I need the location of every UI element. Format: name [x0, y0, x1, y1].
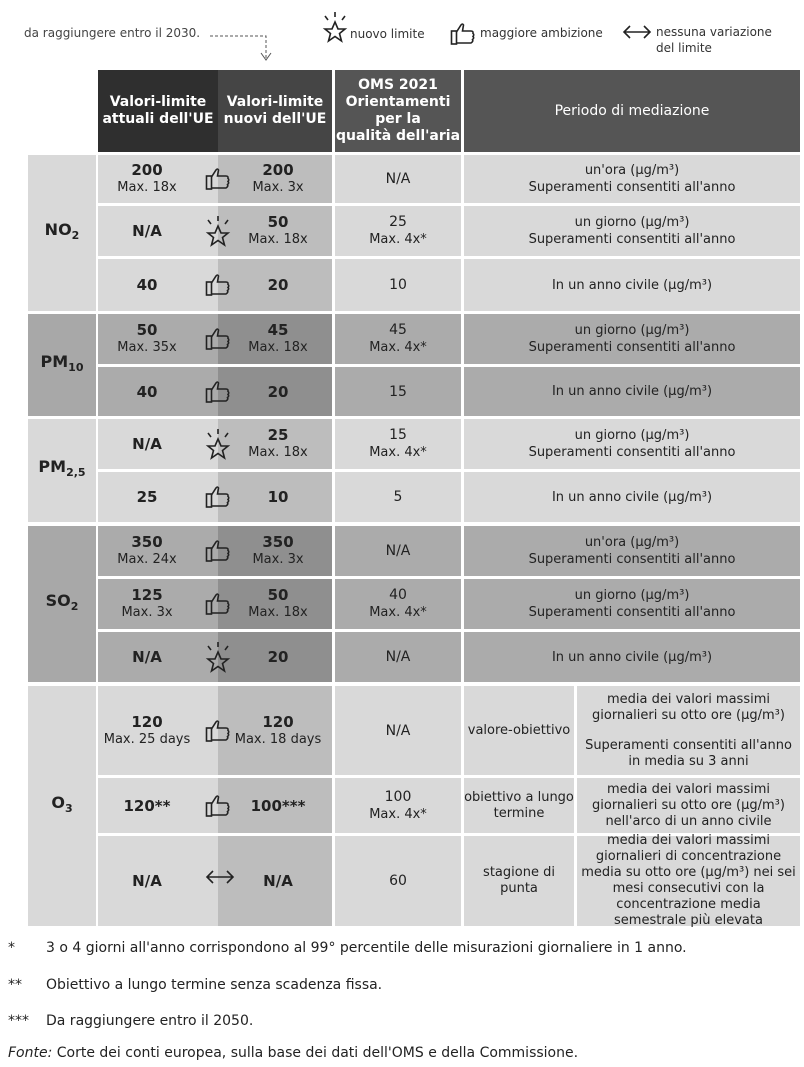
legend-more-ambition: maggiore ambizione [450, 22, 603, 46]
cell-text: Max. 4x* [369, 605, 427, 620]
footnote-1: * 3 o 4 giorni all'anno corrispondono al 99° percentile delle misurazioni giornaliere in 1 anno. [8, 940, 687, 956]
averaging-period [464, 579, 800, 629]
cell-text: Max. 4x* [369, 445, 427, 460]
cell-text: 25 [136, 488, 158, 506]
who-value [335, 206, 461, 256]
header-current-eu: Valori-limite attuali dell'UE [102, 94, 214, 127]
thumbs-up-icon [205, 485, 231, 513]
current-eu-value [98, 472, 218, 522]
footnote-3: *** Da raggiungere entro il 2050. [8, 1013, 254, 1029]
who-value [335, 632, 461, 682]
cell-text: In un anno civile (µg/m³) [551, 649, 713, 665]
thumbs-up-icon [450, 22, 476, 46]
new-eu-value [218, 778, 332, 833]
cell-text: 25 [267, 426, 289, 444]
cell-text: media dei valori massimi giornalieri di concentrazione media su otto ore (µg/m³) nei sei mesi consecutivi con la concentrazione media semestrale più elevata [581, 833, 796, 928]
averaging-period [464, 526, 800, 576]
cell-text: Superamenti consentiti all'anno in media su 3 anni [585, 737, 792, 769]
new-eu-value [218, 472, 332, 522]
cell-text: 350 [262, 533, 294, 551]
current-eu-value [98, 526, 218, 576]
cell-text: 10 [389, 277, 407, 293]
cell-text: valore-obiettivo [467, 722, 571, 738]
thumbs-up-icon [205, 794, 231, 822]
cell-text: 20 [267, 648, 289, 666]
cell-text: N/A [385, 171, 411, 187]
cell-text: Max. 3x [252, 552, 304, 567]
who-value [335, 472, 461, 522]
current-eu-value [98, 206, 218, 256]
new-eu-value [218, 686, 332, 775]
cell-text: Superamenti consentiti all'anno [528, 340, 736, 355]
cell-text: 40 [389, 587, 407, 603]
who-value [335, 367, 461, 416]
cell-text: Max. 18x [248, 340, 308, 355]
cell-text: Max. 18x [248, 605, 308, 620]
header-who: OMS 2021 Orientamenti per la qualità dell'aria [335, 70, 461, 152]
cell-text: N/A [385, 722, 411, 739]
who-value [335, 259, 461, 311]
current-eu-value [98, 579, 218, 629]
current-eu-value [98, 836, 218, 926]
cell-text: un'ora (µg/m³) [584, 163, 680, 178]
cell-text: 350 [131, 533, 163, 551]
thumbs-up-icon [205, 539, 231, 567]
cell-text: un giorno (µg/m³) [574, 588, 690, 603]
new-eu-value [218, 155, 332, 203]
cell-text: 25 [389, 214, 407, 230]
thumbs-up-icon [205, 592, 231, 620]
cell-text: 50 [267, 213, 289, 231]
cell-text: 45 [267, 321, 289, 339]
who-value [335, 526, 461, 576]
averaging-period [464, 419, 800, 469]
cell-text: 120 [262, 712, 294, 731]
current-eu-value [98, 259, 218, 311]
target-type [464, 778, 574, 833]
averaging-period [577, 833, 800, 928]
averaging-period [464, 632, 800, 682]
legend-no-change: nessuna variazione del limite [622, 24, 772, 56]
pollutant-o3: $O_3$ [28, 686, 96, 926]
who-value [335, 314, 461, 364]
who-value [335, 155, 461, 203]
star-icon [320, 10, 350, 44]
new-eu-value [218, 632, 332, 682]
target-type [464, 836, 574, 926]
star-icon [203, 214, 233, 252]
double-arrow-icon [622, 24, 652, 40]
cell-text: Max. 18x [248, 232, 308, 247]
new-eu-value [218, 259, 332, 311]
new-eu-value [218, 526, 332, 576]
cell-text: Max. 18x [117, 180, 177, 195]
averaging-period [464, 206, 800, 256]
new-eu-value [218, 419, 332, 469]
source-note: Fonte: Corte dei conti europea, sulla base dei dati dell'OMS e della Commissione. [8, 1045, 579, 1061]
who-value [335, 579, 461, 629]
cell-text: Max. 35x [117, 340, 177, 355]
current-eu-value [98, 686, 218, 775]
cell-text: 40 [136, 276, 158, 294]
cell-text: 15 [389, 383, 407, 400]
new-eu-value [218, 579, 332, 629]
cell-text: un'ora (µg/m³) [584, 535, 680, 550]
new-eu-value [218, 836, 332, 926]
cell-text: Max. 4x* [369, 340, 427, 355]
who-value [335, 419, 461, 469]
cell-text: 200 [262, 161, 294, 179]
who-value [335, 836, 461, 926]
cell-text: Max. 3x [121, 605, 173, 620]
new-eu-value [218, 314, 332, 364]
dashed-arrow-icon [208, 30, 278, 64]
current-eu-value [98, 778, 218, 833]
thumbs-up-icon [205, 327, 231, 355]
star-icon [203, 640, 233, 678]
current-eu-value [98, 367, 218, 416]
cell-text: media dei valori massimi giornalieri su otto ore (µg/m³) [592, 691, 785, 723]
cell-text: N/A [385, 543, 411, 559]
cell-text: 60 [389, 873, 407, 889]
cell-text: Max. 25 days [103, 731, 191, 747]
cell-text: 50 [267, 586, 289, 604]
cell-text: media dei valori massimi giornalieri su otto ore (µg/m³) nell'arco di un anno civile [592, 781, 785, 829]
cell-text: Max. 3x [252, 180, 304, 195]
cell-text: Superamenti consentiti all'anno [528, 445, 736, 460]
who-value [335, 686, 461, 775]
thumbs-up-icon [205, 719, 231, 747]
averaging-period [464, 314, 800, 364]
legend-new-limit: nuovo limite [320, 10, 425, 44]
cell-text: N/A [132, 648, 162, 666]
header-new-eu: Valori-limite nuovi dell'UE [218, 70, 332, 152]
cell-text: Max. 18 days [234, 731, 322, 747]
footnote-2: ** Obiettivo a lungo termine senza scadenza fissa. [8, 977, 383, 993]
cell-text: 10 [267, 488, 289, 506]
cell-text: In un anno civile (µg/m³) [551, 384, 713, 399]
current-eu-value [98, 314, 218, 364]
thumbs-up-icon [205, 380, 231, 408]
cell-text: 200 [131, 161, 163, 179]
cell-text: 100 [384, 788, 412, 805]
header-period: Periodo di mediazione [464, 70, 800, 152]
cell-text: 125 [131, 586, 163, 604]
cell-text: 100*** [250, 796, 306, 815]
cell-text: un giorno (µg/m³) [574, 323, 690, 338]
star-icon [203, 427, 233, 465]
cell-text: obiettivo a lungo termine [464, 789, 574, 821]
cell-text: 45 [389, 322, 407, 338]
cell-text: un giorno (µg/m³) [574, 428, 690, 443]
cell-text: Max. 24x [117, 552, 177, 567]
averaging-period [577, 778, 800, 833]
cell-text: Superamenti consentiti all'anno [528, 605, 736, 620]
cell-text: N/A [385, 649, 411, 665]
thumbs-up-icon [205, 167, 231, 195]
cell-text: Max. 4x* [369, 232, 427, 247]
cell-text: Superamenti consentiti all'anno [528, 232, 736, 247]
averaging-period [464, 259, 800, 311]
cell-text: N/A [132, 222, 162, 240]
legend-top-note: da raggiungere entro il 2030. [24, 26, 201, 40]
who-value [335, 778, 461, 833]
cell-text: Superamenti consentiti all'anno [528, 180, 736, 195]
new-eu-value [218, 206, 332, 256]
cell-text: un giorno (µg/m³) [574, 215, 690, 230]
cell-text: N/A [132, 435, 162, 453]
cell-text: stagione di punta [483, 865, 555, 896]
cell-text: 50 [136, 321, 158, 339]
cell-text: In un anno civile (µg/m³) [551, 277, 713, 293]
cell-text: Max. 18x [248, 445, 308, 460]
target-type [464, 686, 574, 775]
cell-text: 120 [131, 712, 163, 731]
current-eu-value [98, 419, 218, 469]
cell-text: 15 [389, 427, 407, 443]
pollutant-pm10: $PM_{10}$ [28, 314, 96, 416]
pollutant-pm25: $PM_{2,5}$ [28, 419, 96, 522]
averaging-period [464, 472, 800, 522]
cell-text: Max. 4x* [369, 806, 427, 822]
averaging-period [464, 367, 800, 416]
cell-text: Superamenti consentiti all'anno [528, 552, 736, 567]
cell-text: 5 [393, 489, 403, 505]
cell-text: N/A [263, 872, 293, 890]
cell-text: In un anno civile (µg/m³) [551, 489, 713, 505]
current-eu-value [98, 632, 218, 682]
new-eu-value [218, 367, 332, 416]
cell-text: 20 [267, 382, 289, 401]
cell-text: 120** [123, 796, 171, 815]
current-eu-value [98, 155, 218, 203]
averaging-period [464, 155, 800, 203]
cell-text: N/A [132, 872, 162, 890]
double-arrow-icon [205, 869, 235, 889]
cell-text: 40 [136, 382, 158, 401]
thumbs-up-icon [205, 273, 231, 301]
averaging-period [577, 686, 800, 775]
pollutant-so2: $SO_2$ [28, 526, 96, 682]
cell-text: 20 [267, 276, 289, 294]
pollutant-no2: $NO_2$ [28, 155, 96, 311]
